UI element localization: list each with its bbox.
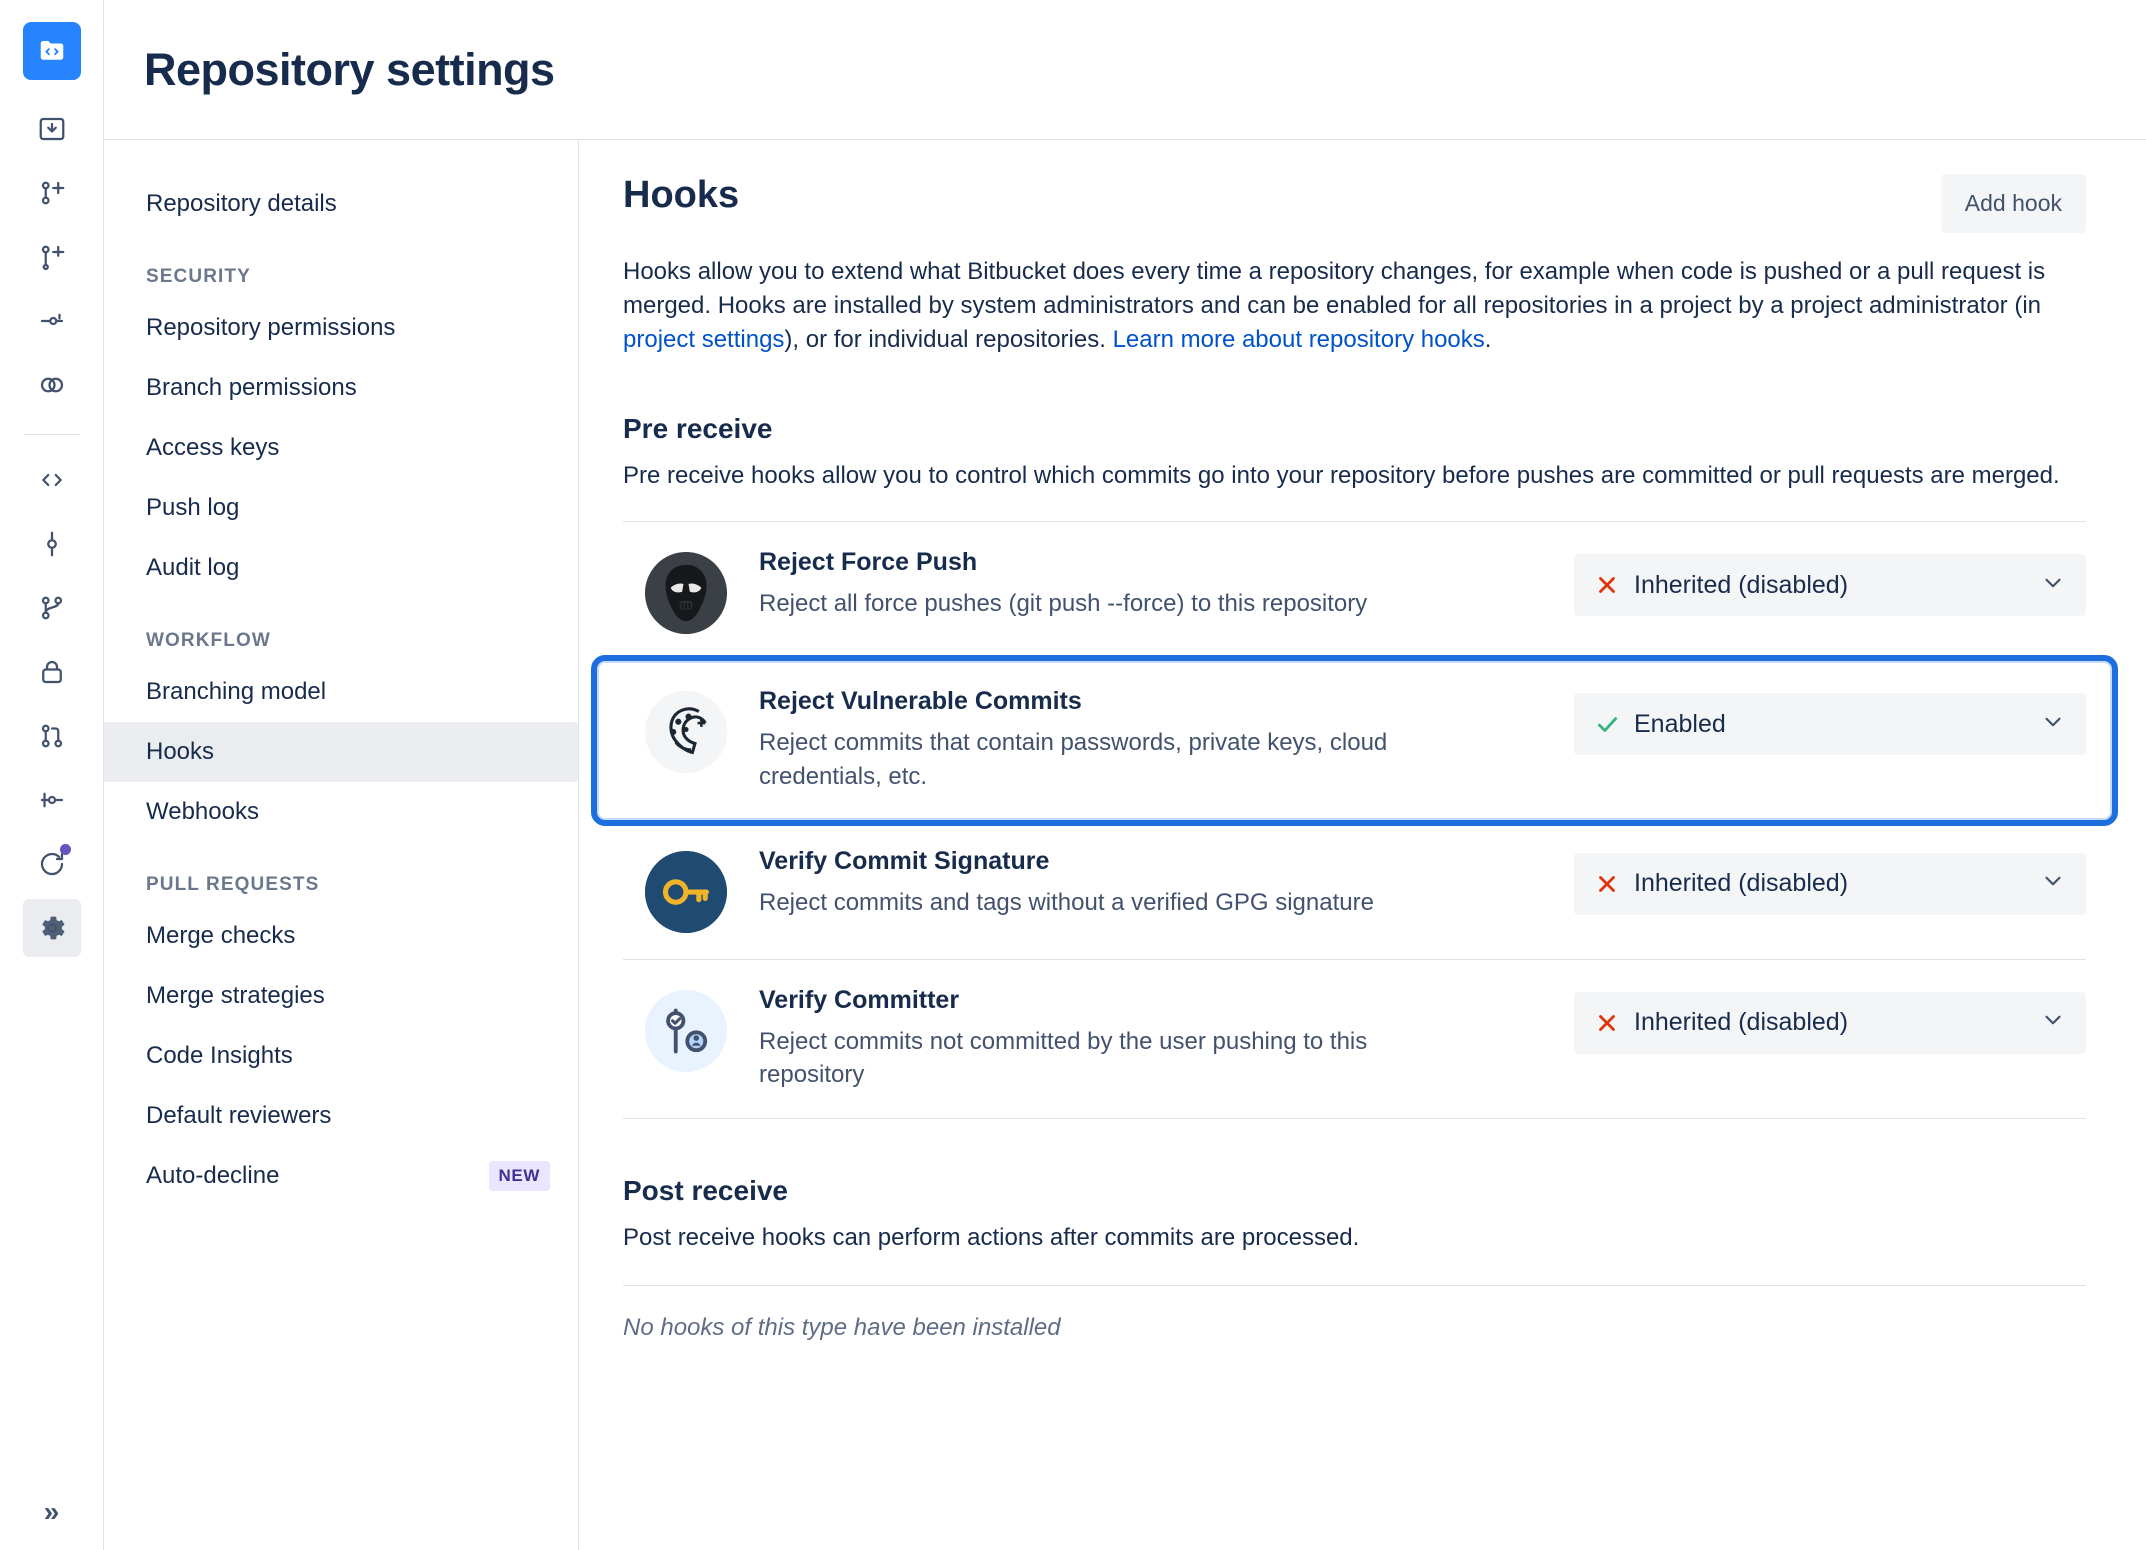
- pre-receive-title: Pre receive: [623, 413, 773, 445]
- sidebar-item-merge-checks[interactable]: [104, 906, 578, 966]
- check-icon: [1594, 711, 1620, 737]
- nav-label: Webhooks: [146, 798, 259, 825]
- sidebar-item-branch-permissions[interactable]: [104, 358, 578, 418]
- sidebar-item-repository-details[interactable]: [104, 174, 578, 234]
- global-icon-rail: [0, 0, 104, 1550]
- branch-create-icon[interactable]: [23, 164, 81, 222]
- hooks-header: [623, 174, 2086, 233]
- table-row: [623, 821, 2086, 960]
- nav-label: Hooks: [146, 738, 215, 765]
- code-repository-logo[interactable]: [23, 22, 81, 80]
- pull-request-icon[interactable]: [23, 228, 81, 286]
- branches-icon[interactable]: [23, 579, 81, 637]
- rail-footer: [0, 1498, 103, 1526]
- hook-state-label: Inherited (disabled): [1634, 1008, 1849, 1036]
- hook-description: Reject commits not committed by the user pushing to this repository: [759, 1027, 1368, 1089]
- hook-name: Reject Force Push: [759, 548, 978, 577]
- hooks-intro-part3: .: [1484, 326, 1492, 354]
- sidebar-item-default-reviewers[interactable]: [104, 1086, 578, 1146]
- hook-description: Reject all force pushes (git push --force) to this repository: [759, 590, 1368, 618]
- pre-receive-description: Pre receive hooks allow you to control which commits go into your repository before pushes are committed or pull requests are merged.: [623, 462, 2060, 490]
- sidebar-item-audit-log[interactable]: [104, 538, 578, 598]
- post-receive-description: Post receive hooks can perform actions after commits are processed.: [623, 1223, 1360, 1251]
- hook-state-label: Inherited (disabled): [1634, 570, 1849, 599]
- builds-icon[interactable]: [23, 835, 81, 893]
- sidebar-item-code-insights[interactable]: [104, 1026, 578, 1086]
- committer-avatar-icon: [645, 990, 727, 1072]
- chevron-down-icon: [2040, 1007, 2066, 1038]
- pre-receive-hook-list: [623, 521, 2086, 1118]
- hook-state-label: Enabled: [1634, 709, 1726, 738]
- source-code-icon[interactable]: [23, 451, 81, 509]
- sidebar-item-webhooks[interactable]: [104, 782, 578, 842]
- hooks-title: Hooks: [623, 174, 740, 216]
- nav-section-pull-requests: PULL REQUESTS: [146, 874, 320, 895]
- nav-label: Merge strategies: [146, 982, 325, 1009]
- sidebar-item-push-log[interactable]: [104, 478, 578, 538]
- rail-divider: [24, 434, 80, 435]
- nav-label: Code Insights: [146, 1042, 293, 1069]
- chevron-down-icon: [2040, 868, 2066, 899]
- hook-description: Reject commits that contain passwords, private keys, cloud credentials, etc.: [759, 729, 1388, 790]
- hook-description: Reject commits and tags without a verified GPG signature: [759, 888, 1374, 916]
- clone-icon[interactable]: [23, 100, 81, 158]
- nav-label: Push log: [146, 494, 240, 521]
- nav-section-security: SECURITY: [146, 266, 251, 287]
- compare-icon[interactable]: [23, 356, 81, 414]
- hook-state-dropdown[interactable]: [1574, 853, 2086, 915]
- commits-icon[interactable]: [23, 515, 81, 573]
- expand-sidebar-icon[interactable]: »: [43, 1496, 60, 1527]
- table-row: [623, 661, 2086, 820]
- hooks-intro-part1: Hooks allow you to extend what Bitbucket does every time a repository changes, for example when code is pushed or a pull request is merged. Hooks are installed by system administrators and can be enabled for all repositories in a project by a project administrator (in: [623, 258, 2046, 320]
- table-row: [623, 522, 2086, 661]
- settings-navigation: [104, 140, 579, 1550]
- commit-merge-icon[interactable]: [23, 292, 81, 350]
- nav-label: Repository permissions: [146, 314, 396, 341]
- hook-state-dropdown[interactable]: [1574, 693, 2086, 755]
- page: [104, 0, 2146, 1550]
- hooks-panel: [579, 140, 2146, 1550]
- hook-text: [759, 986, 1574, 1092]
- learn-more-hooks-link[interactable]: Learn more about repository hooks: [1112, 326, 1485, 354]
- nav-label: Default reviewers: [146, 1102, 332, 1129]
- project-settings-link[interactable]: project settings: [623, 326, 785, 354]
- lock-icon[interactable]: [23, 643, 81, 701]
- hook-name: Verify Commit Signature: [759, 846, 1050, 875]
- chevron-down-icon: [2040, 570, 2066, 601]
- forks-icon[interactable]: [23, 771, 81, 829]
- nav-label: Auto-decline: [146, 1162, 280, 1189]
- hook-text: [759, 847, 1574, 920]
- hook-text: [759, 548, 1574, 621]
- hooks-intro-part2: ), or for individual repositories.: [784, 326, 1113, 354]
- page-title: Repository settings: [144, 43, 555, 95]
- sidebar-item-branching-model[interactable]: [104, 662, 578, 722]
- add-hook-button[interactable]: Add hook: [1941, 174, 2086, 233]
- hook-name: Verify Committer: [759, 985, 960, 1014]
- cross-icon: [1594, 1010, 1620, 1036]
- cross-icon: [1594, 871, 1620, 897]
- hooks-intro: [623, 255, 2086, 357]
- post-receive-empty-message: No hooks of this type have been installed: [623, 1285, 2086, 1342]
- nav-label: Branch permissions: [146, 374, 357, 401]
- builds-status-dot: [60, 844, 71, 855]
- cross-icon: [1594, 572, 1620, 598]
- darth-vader-avatar-icon: [645, 552, 727, 634]
- sidebar-item-auto-decline[interactable]: [104, 1146, 578, 1206]
- key-avatar-icon: [645, 851, 727, 933]
- post-receive-title: Post receive: [623, 1174, 788, 1206]
- chevron-down-icon: [2040, 709, 2066, 740]
- face-scan-avatar-icon: [645, 691, 727, 773]
- nav-label: Branching model: [146, 678, 327, 705]
- hook-name: Reject Vulnerable Commits: [759, 687, 1082, 716]
- nav-label: Repository details: [146, 190, 337, 217]
- sidebar-item-access-keys[interactable]: [104, 418, 578, 478]
- table-row: [623, 960, 2086, 1119]
- sidebar-item-merge-strategies[interactable]: [104, 966, 578, 1026]
- pull-requests-icon[interactable]: [23, 707, 81, 765]
- hook-state-dropdown[interactable]: [1574, 992, 2086, 1054]
- new-badge: NEW: [489, 1161, 550, 1191]
- nav-section-workflow: WORKFLOW: [146, 630, 271, 651]
- sidebar-item-hooks[interactable]: [104, 722, 578, 782]
- nav-label: Audit log: [146, 554, 240, 581]
- hook-state-dropdown[interactable]: [1574, 554, 2086, 616]
- settings-gear-icon[interactable]: [23, 899, 81, 957]
- page-header: [104, 0, 2146, 140]
- hook-state-label: Inherited (disabled): [1634, 869, 1849, 897]
- hook-text: [759, 687, 1574, 793]
- sidebar-item-repository-permissions[interactable]: [104, 298, 578, 358]
- page-body: [104, 140, 2146, 1550]
- nav-label: Access keys: [146, 434, 280, 461]
- nav-label: Merge checks: [146, 922, 296, 949]
